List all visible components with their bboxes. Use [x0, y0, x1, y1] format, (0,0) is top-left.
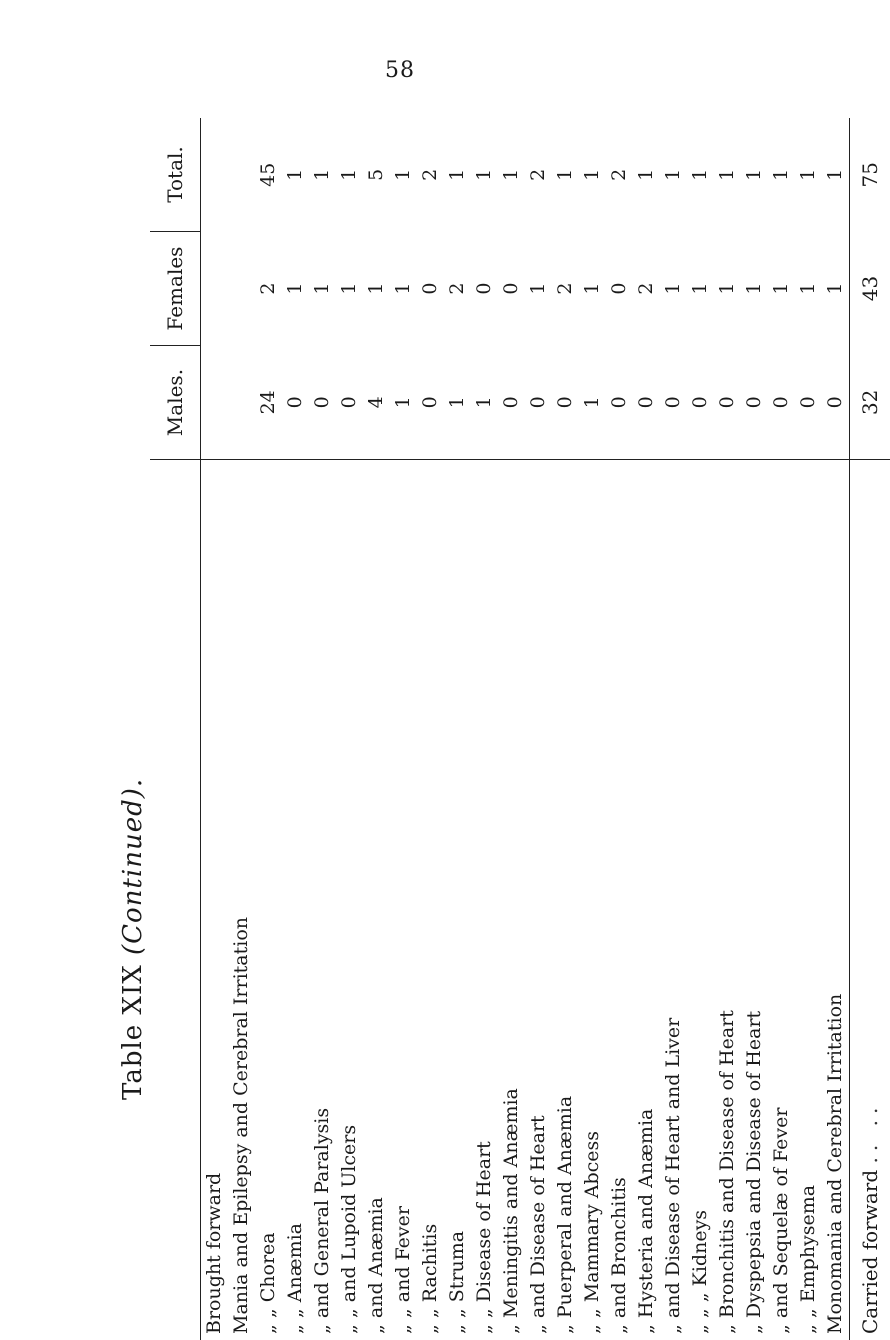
row-females: 2	[635, 282, 657, 295]
row-females: 1	[527, 282, 549, 295]
row-total: 1	[338, 168, 360, 181]
table-row	[444, 118, 471, 1340]
row-males: 0	[662, 396, 684, 409]
row-label: „ „ and Fever	[390, 460, 417, 1340]
row-total: 1	[662, 168, 684, 181]
row-label: „ and Disease of Heart	[525, 460, 552, 1340]
row-label: Mania and Epilepsy and Cerebral Irritation	[228, 460, 255, 1340]
row-total: 1	[770, 168, 792, 181]
row-females: 0	[473, 282, 495, 295]
row-males: 0	[770, 396, 792, 409]
row-label: „ and Bronchitis	[606, 460, 633, 1340]
row-total: 5	[365, 168, 387, 181]
header-row	[150, 118, 201, 1340]
table-title-continued: (Continued).	[118, 777, 148, 955]
table-row	[606, 118, 633, 1340]
row-label: „ and Anæmia	[363, 460, 390, 1340]
row-males: 4	[365, 396, 387, 409]
total-total: 75	[850, 118, 890, 232]
row-males: 0	[824, 396, 846, 409]
row-females: 1	[743, 282, 765, 295]
row-females: 0	[419, 282, 441, 295]
row-label: „ Meningitis and Anæmia	[498, 460, 525, 1340]
table-row	[471, 118, 498, 1340]
row-total: 1	[581, 168, 603, 181]
row-males: 0	[338, 396, 360, 409]
row-males: 0	[284, 396, 306, 409]
table-row	[552, 118, 579, 1340]
row-label: „ and Sequelæ of Fever	[768, 460, 795, 1340]
row-females: 0	[608, 282, 630, 295]
row-males: 0	[500, 396, 522, 409]
row-label: „ Puerperal and Anæmia	[552, 460, 579, 1340]
row-females: 1	[824, 282, 846, 295]
row-females: 1	[662, 282, 684, 295]
row-total: 1	[635, 168, 657, 181]
row-females: 1	[581, 282, 603, 295]
empty-cell	[201, 346, 229, 460]
table-row	[660, 118, 687, 1340]
header-label	[150, 460, 201, 1340]
table-row	[390, 118, 417, 1340]
row-females: 1	[284, 282, 306, 295]
table-row	[498, 118, 525, 1340]
empty-cell	[201, 118, 229, 232]
row-label: „ „ Rachitis	[417, 460, 444, 1340]
row-males: 0	[689, 396, 711, 409]
row-total: 1	[500, 168, 522, 181]
row-males: 0	[716, 396, 738, 409]
table-row	[741, 118, 768, 1340]
row-males: 1	[446, 396, 468, 409]
row-label: „ „ Mammary Abcess	[579, 460, 606, 1340]
data-table	[150, 118, 890, 1340]
row-males: 0	[635, 396, 657, 409]
total-label	[850, 460, 890, 1340]
row-females: 1	[689, 282, 711, 295]
row-females: 1	[365, 282, 387, 295]
row-label: „ and General Paralysis	[309, 460, 336, 1340]
table-row	[822, 118, 850, 1340]
page-number: 58	[385, 58, 415, 83]
row-females: 1	[770, 282, 792, 295]
table-title	[118, 500, 148, 1100]
table-row	[309, 118, 336, 1340]
empty-cell	[201, 232, 229, 346]
row-males: 0	[311, 396, 333, 409]
table-body	[201, 118, 850, 1340]
row-total: 1	[446, 168, 468, 181]
row-males: 1	[473, 396, 495, 409]
row-females: 0	[500, 282, 522, 295]
row-females: 2	[257, 282, 279, 295]
total-females: 43	[850, 232, 890, 346]
row-label: „ „ Disease of Heart	[471, 460, 498, 1340]
table-row	[417, 118, 444, 1340]
row-label: „ Hysteria and Anæmia	[633, 460, 660, 1340]
header-males: Males.	[150, 346, 201, 460]
brought-forward-row	[201, 118, 229, 1340]
row-females: 2	[554, 282, 576, 295]
row-total: 2	[608, 168, 630, 181]
row-label: Monomania and Cerebral Irritation	[822, 460, 850, 1340]
row-total: 1	[311, 168, 333, 181]
row-total: 1	[473, 168, 495, 181]
table-row	[363, 118, 390, 1340]
table-row	[768, 118, 795, 1340]
table-row	[255, 118, 282, 1340]
row-females	[228, 232, 255, 346]
total-row	[850, 118, 890, 1340]
table-row	[228, 118, 255, 1340]
table-row	[579, 118, 606, 1340]
row-total: 1	[284, 168, 306, 181]
row-males: 1	[581, 396, 603, 409]
table-row	[336, 118, 363, 1340]
row-total: 1	[689, 168, 711, 181]
row-label: „ „ and Lupoid Ulcers	[336, 460, 363, 1340]
table-row	[525, 118, 552, 1340]
row-total	[228, 118, 255, 232]
row-males: 1	[392, 396, 414, 409]
row-males: 0	[797, 396, 819, 409]
table-row	[633, 118, 660, 1340]
row-males: 24	[257, 390, 279, 415]
row-total: 1	[797, 168, 819, 181]
row-males: 0	[608, 396, 630, 409]
row-total: 45	[257, 162, 279, 187]
row-females: 1	[716, 282, 738, 295]
table-row	[714, 118, 741, 1340]
leader-dots: .. ..	[857, 1101, 882, 1164]
header-females: Females	[150, 232, 201, 346]
row-males: 0	[554, 396, 576, 409]
total-label-text: Carried forward	[857, 1169, 882, 1334]
row-total: 1	[554, 168, 576, 181]
table-row	[795, 118, 822, 1340]
row-total: 1	[824, 168, 846, 181]
row-total: 1	[392, 168, 414, 181]
row-total: 1	[716, 168, 738, 181]
row-females: 1	[311, 282, 333, 295]
row-label: „ Bronchitis and Disease of Heart	[714, 460, 741, 1340]
row-total: 1	[743, 168, 765, 181]
row-females: 2	[446, 282, 468, 295]
row-label: „ „ Struma	[444, 460, 471, 1340]
row-females: 1	[392, 282, 414, 295]
row-males: 0	[743, 396, 765, 409]
row-label: „ Dyspepsia and Disease of Heart	[741, 460, 768, 1340]
row-females: 1	[338, 282, 360, 295]
row-males: 0	[419, 396, 441, 409]
table-row	[282, 118, 309, 1340]
row-label: „ „ Chorea	[255, 460, 282, 1340]
table-title-main: Table XIX	[118, 964, 148, 1100]
table-row	[687, 118, 714, 1340]
row-total: 2	[527, 168, 549, 181]
row-males	[228, 346, 255, 460]
brought-forward-label: Brought forward	[201, 460, 229, 1340]
row-total: 2	[419, 168, 441, 181]
row-males: 0	[527, 396, 549, 409]
total-males: 32	[850, 346, 890, 460]
rotated-table	[150, 100, 882, 1340]
row-label: „ and Disease of Heart and Liver	[660, 460, 687, 1340]
row-label: „ „ „ Kidneys	[687, 460, 714, 1340]
row-females: 1	[797, 282, 819, 295]
header-total: Total.	[150, 118, 201, 232]
row-label: „ „ Anæmia	[282, 460, 309, 1340]
row-label: „ „ Emphysema	[795, 460, 822, 1340]
